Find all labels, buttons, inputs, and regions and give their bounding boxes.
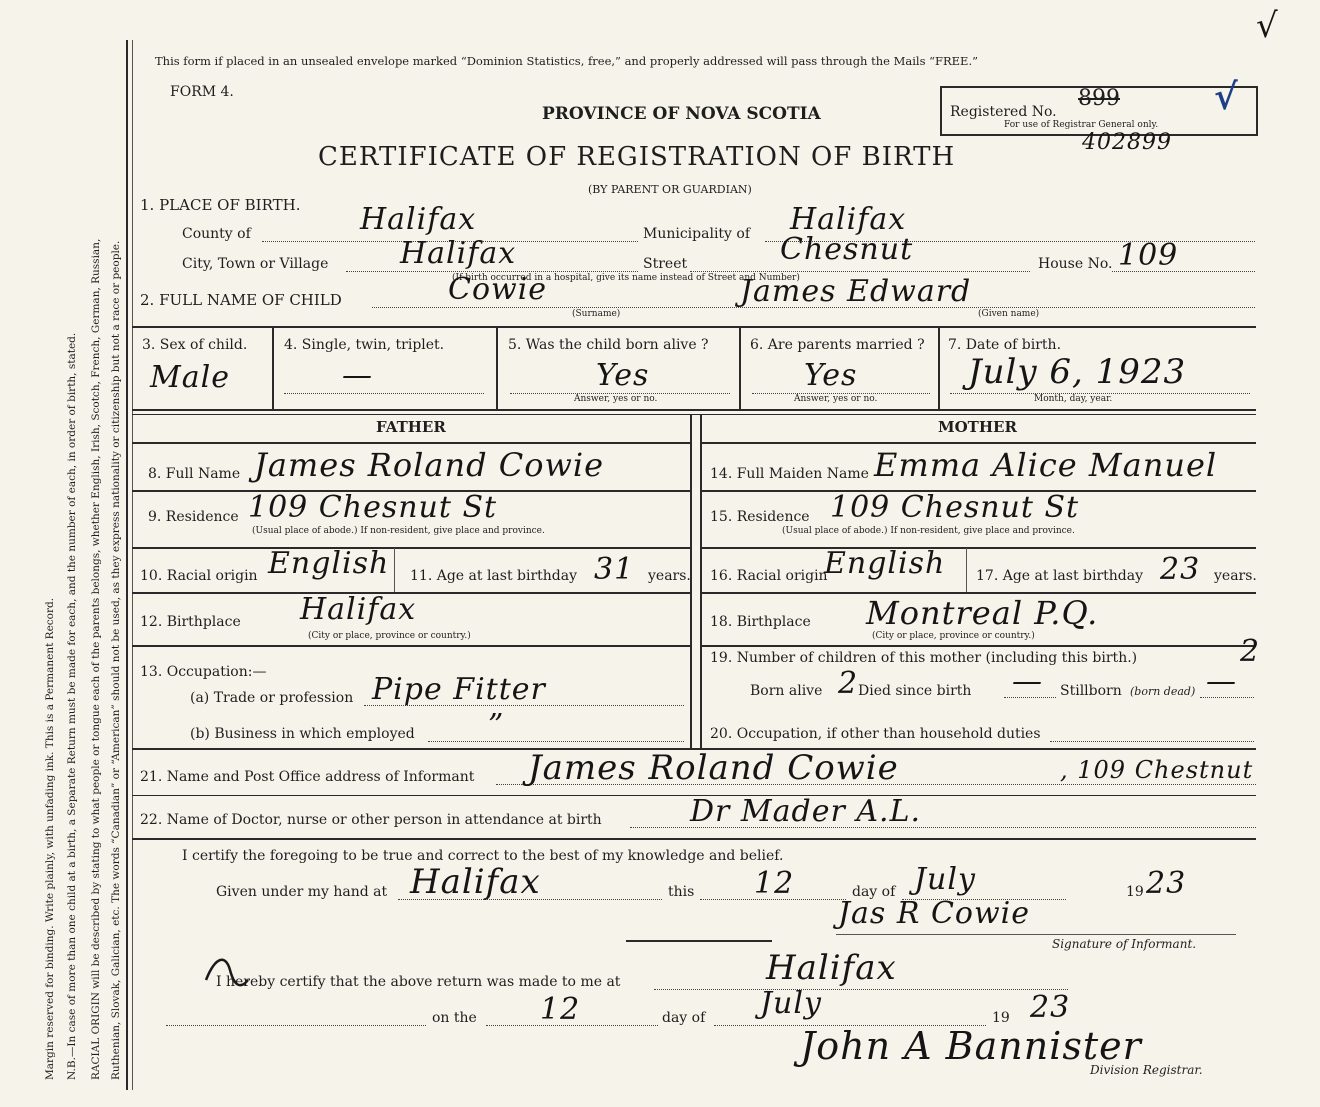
registrar-place-line <box>654 989 1068 990</box>
father-residence-note: (Usual place of abode.) If non-resident, give place and province. <box>252 526 545 536</box>
parents-divider-right <box>700 414 702 748</box>
day-of-label: day of <box>852 884 896 900</box>
certificate-title: CERTIFICATE OF REGISTRATION OF BIRTH <box>318 142 956 172</box>
born-alive-value: Yes <box>596 358 650 393</box>
mother-occupation-line <box>1050 741 1254 742</box>
father-trade-value: Pipe Fitter <box>372 672 546 707</box>
father-age-value: 31 <box>594 552 635 587</box>
sex-label: 3. Sex of child. <box>142 337 248 353</box>
mother-children-label: 19. Number of children of this mother (including this birth.) <box>710 650 1138 666</box>
born-alive-label: 5. Was the child born alive ? <box>508 337 709 353</box>
mother-residence-rule <box>702 547 1256 549</box>
short-rule <box>626 940 772 942</box>
date-of-birth-value: July 6, 1923 <box>968 352 1187 392</box>
born-alive-count-label: Born alive <box>750 683 823 699</box>
informant-signature: Jas R Cowie <box>838 896 1031 931</box>
on-the-value: 12 <box>540 992 581 1027</box>
father-birthplace-value: Halifax <box>300 592 417 627</box>
date-of-birth-note: Month, day, year. <box>1034 394 1113 404</box>
mother-racial-divider <box>966 548 967 592</box>
father-racial-divider <box>394 548 395 592</box>
father-occupation-label: 13. Occupation:— <box>140 664 267 680</box>
this-label: this <box>668 884 695 900</box>
on-the-label: on the <box>432 1010 477 1026</box>
given-name-note: (Given name) <box>978 309 1040 319</box>
doctor-label: 22. Name of Doctor, nurse or other person in attendance at birth <box>140 812 602 828</box>
mother-birthplace-label: 18. Birthplace <box>710 614 811 630</box>
this-day-value: 12 <box>754 866 795 901</box>
father-heading: FATHER <box>376 418 446 436</box>
given-at-value: Halifax <box>410 862 541 902</box>
registrar-day-of-label: day of <box>662 1010 706 1026</box>
registered-label: Registered No. <box>950 104 1057 120</box>
informant-address: , 109 Chestnut <box>1060 756 1254 784</box>
father-trade-label: (a) Trade or profession <box>190 690 354 706</box>
handwritten-registration-number: 402899 <box>1082 130 1172 155</box>
certification-statement: I certify the foregoing to be true and correct to the best of my knowledge and belief. <box>182 848 784 864</box>
signature-flourish <box>196 950 256 990</box>
father-residence-rule <box>132 547 690 549</box>
registrar-year-prefix: 19 <box>992 1010 1010 1026</box>
informant-value: James Roland Cowie <box>528 748 899 788</box>
street-value: Chesnut <box>780 232 914 267</box>
mother-residence-value: 109 Chesnut St <box>830 490 1080 525</box>
child-name-label: 2. FULL NAME OF CHILD <box>140 291 342 309</box>
multiple-birth-label: 4. Single, twin, triplet. <box>284 337 445 353</box>
mother-name-value: Emma Alice Manuel <box>874 446 1218 484</box>
given-at-label: Given under my hand at <box>216 884 388 900</box>
surname-note: (Surname) <box>572 309 621 319</box>
doctor-value: Dr Mader A.L. <box>690 794 922 829</box>
registrar-note: For use of Registrar General only. <box>1004 120 1159 130</box>
registrar-left-line <box>166 1025 426 1026</box>
registrar-year-value: 23 <box>1030 990 1071 1025</box>
mail-note: This form if placed in an unsealed envelope marked “Dominion Statistics, free,” and properly addressed will pass through the Mails “FREE.” <box>155 54 978 68</box>
date-of-birth-label: 7. Date of birth. <box>948 337 1062 353</box>
registrar-signature-label: Division Registrar. <box>1090 1063 1203 1077</box>
mother-children-value: 2 <box>1240 634 1261 669</box>
registrar-statement: I hereby certify that the above return was made to me at <box>216 974 621 990</box>
mother-age-label: 17. Age at last birthday <box>976 568 1144 584</box>
form-left-border <box>126 40 128 1090</box>
row3-divider-1 <box>272 326 274 410</box>
father-racial-label: 10. Racial origin <box>140 568 258 584</box>
father-birthplace-label: 12. Birthplace <box>140 614 241 630</box>
municipality-value: Halifax <box>790 202 907 237</box>
child-surname-value: Cowie <box>448 272 548 307</box>
registered-number: 899 <box>1078 86 1120 111</box>
parents-married-label: 6. Are parents married ? <box>750 337 925 353</box>
doctor-bottom-rule <box>132 838 1256 840</box>
row3-divider-4 <box>938 326 940 410</box>
stillborn-note: (born dead) <box>1130 685 1196 698</box>
mother-age-unit: years. <box>1214 568 1257 584</box>
mother-heading: MOTHER <box>938 418 1017 436</box>
margin-note-racial-origin: RACIAL ORIGIN will be described by stating to what people or tongue each of the parents belongs, whether English, Irish, Scotch, French, German, Russian, <box>90 238 102 1080</box>
multiple-birth-value: — <box>342 358 373 393</box>
born-alive-note: Answer, yes or no. <box>574 394 658 404</box>
corner-mark: √ <box>1256 6 1279 46</box>
row3-top-border <box>132 326 1256 328</box>
sex-value: Male <box>150 360 230 395</box>
mother-birthplace-rule <box>702 645 1256 647</box>
father-name-value: James Roland Cowie <box>254 446 605 484</box>
mother-birthplace-note: (City or place, province or country.) <box>872 631 1035 641</box>
registrar-month-value: July <box>760 986 822 1021</box>
father-age-unit: years. <box>648 568 691 584</box>
died-since-birth-value: — <box>1012 664 1043 699</box>
form-number: FORM 4. <box>170 84 234 100</box>
certificate-subtitle: (BY PARENT OR GUARDIAN) <box>588 183 752 196</box>
father-birthplace-rule <box>132 645 690 647</box>
row3-bottom-border <box>132 409 1256 411</box>
margin-note-binding: Margin reserved for binding. Write plainly, with unfading ink. This is a Permanent Record. <box>44 597 56 1080</box>
father-business-line <box>428 741 684 742</box>
father-residence-label: 9. Residence <box>148 509 239 525</box>
mother-residence-label: 15. Residence <box>710 509 810 525</box>
father-residence-value: 109 Chesnut St <box>248 490 498 525</box>
mother-name-label: 14. Full Maiden Name <box>710 466 869 482</box>
mother-residence-note: (Usual place of abode.) If non-resident, give place and province. <box>782 526 1075 536</box>
stillborn-value: — <box>1206 664 1237 699</box>
margin-note-racial-origin-cont: Ruthenian, Slovak, Galician, etc. The words “Canadian” or “American” should not be used, as they express nationality or citizenship but not a race or people. <box>110 240 122 1080</box>
stillborn-label: Stillborn <box>1060 683 1122 699</box>
mother-birthplace-value: Montreal P.Q. <box>866 594 1099 632</box>
municipality-label: Municipality of <box>643 226 751 242</box>
father-racial-value: English <box>268 546 390 581</box>
row3-divider-2 <box>496 326 498 410</box>
city-label: City, Town or Village <box>182 256 329 272</box>
parents-married-value: Yes <box>804 358 858 393</box>
mother-racial-value: English <box>824 546 946 581</box>
place-of-birth-label: 1. PLACE OF BIRTH. <box>140 196 301 214</box>
year-value: 23 <box>1146 866 1187 901</box>
form-left-border-inner <box>132 40 133 1090</box>
mother-age-value: 23 <box>1160 552 1201 587</box>
county-value: Halifax <box>360 202 477 237</box>
house-number-value: 109 <box>1118 238 1179 273</box>
father-birthplace-note: (City or place, province or country.) <box>308 631 471 641</box>
informant-signature-label: Signature of Informant. <box>1052 937 1197 951</box>
province-heading: PROVINCE OF NOVA SCOTIA <box>542 104 821 124</box>
handwritten-check: √ <box>1214 76 1239 118</box>
margin-note-multiple-births: N.B.—In case of more than one child at a birth, a Separate Return must be made for each, and the number of each, in order of birth, stated. <box>66 332 78 1080</box>
parents-married-note: Answer, yes or no. <box>794 394 878 404</box>
day-of-value: July <box>914 862 976 897</box>
informant-label: 21. Name and Post Office address of Informant <box>140 769 475 785</box>
informant-signature-line <box>836 934 1236 935</box>
died-since-birth-label: Died since birth <box>858 683 972 699</box>
father-business-value: ” <box>488 708 505 743</box>
row3-divider-3 <box>739 326 741 410</box>
house-number-label: House No. <box>1038 256 1113 272</box>
year-prefix: 19 <box>1126 884 1144 900</box>
mother-heading-line <box>702 442 1256 444</box>
county-label: County of <box>182 226 251 242</box>
father-business-label: (b) Business in which employed <box>190 726 415 742</box>
registrar-signature: John A Bannister <box>800 1024 1142 1068</box>
registrar-place-value: Halifax <box>766 948 897 988</box>
city-value: Halifax <box>400 236 517 271</box>
father-age-label: 11. Age at last birthday <box>410 568 578 584</box>
hospital-note: (If birth occurred in a hospital, give its name instead of Street and Number) <box>452 273 800 283</box>
street-line <box>690 271 1030 272</box>
father-heading-line <box>132 442 690 444</box>
child-given-name-value: James Edward <box>740 274 972 309</box>
street-label: Street <box>643 256 688 272</box>
mother-occupation-label: 20. Occupation, if other than household duties <box>710 726 1041 742</box>
parents-top-border <box>132 414 1256 415</box>
mother-racial-label: 16. Racial origin <box>710 568 828 584</box>
multiple-birth-line <box>284 393 484 394</box>
father-name-label: 8. Full Name <box>148 466 241 482</box>
born-alive-count-value: 2 <box>838 666 859 701</box>
